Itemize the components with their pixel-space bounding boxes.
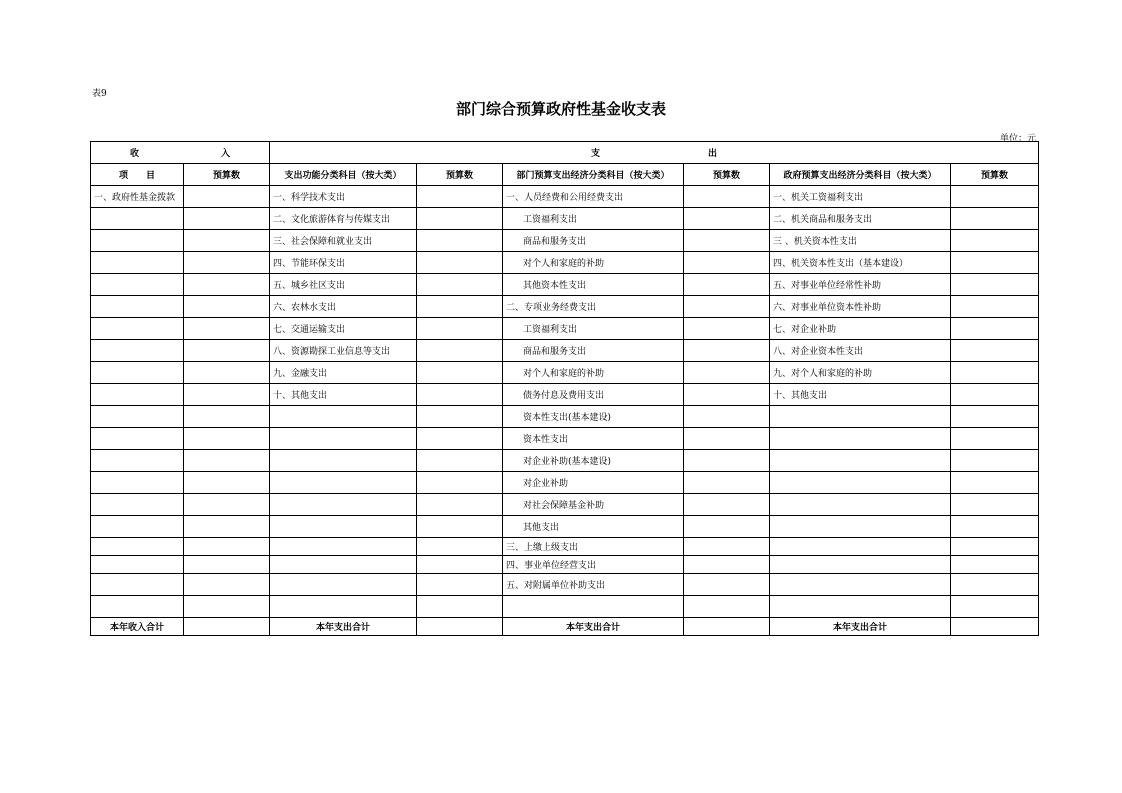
income-item-cell — [91, 516, 184, 538]
col-budget-header: 预算数 — [184, 164, 270, 186]
table-row — [91, 230, 1039, 252]
table-row — [91, 340, 1039, 362]
dept-item-cell: 工资福利支出 — [503, 208, 684, 230]
gov-total-value — [951, 618, 1039, 636]
func-item-cell — [270, 596, 417, 618]
gov-item-cell: 一、机关工资福利支出 — [770, 186, 951, 208]
table-row — [91, 556, 1039, 574]
dept-total-label: 本年支出合计 — [503, 618, 684, 636]
dept-budget-cell — [684, 208, 770, 230]
gov-budget-cell — [951, 450, 1039, 472]
table-row — [91, 472, 1039, 494]
gov-budget-cell — [951, 362, 1039, 384]
dept-item-cell: 三、上缴上级支出 — [503, 538, 684, 556]
dept-item-cell: 商品和服务支出 — [503, 340, 684, 362]
page-title: 部门综合预算政府性基金收支表 — [455, 100, 666, 118]
gov-budget-cell — [951, 186, 1039, 208]
dept-item-cell: 商品和服务支出 — [503, 230, 684, 252]
income-item-cell — [91, 362, 184, 384]
func-item-cell — [270, 538, 417, 556]
col-budget-header: 预算数 — [951, 164, 1039, 186]
dept-budget-cell — [684, 574, 770, 596]
dept-budget-cell — [684, 406, 770, 428]
expense-group-header — [270, 142, 1039, 164]
income-budget-cell — [184, 230, 270, 252]
col-budget-header: 预算数 — [417, 164, 503, 186]
gov-budget-cell — [951, 318, 1039, 340]
func-budget-cell — [417, 406, 503, 428]
table-row — [91, 186, 1039, 208]
income-budget-cell — [184, 340, 270, 362]
gov-item-cell: 四、机关资本性支出（基本建设） — [770, 252, 951, 274]
func-total-value — [417, 618, 503, 636]
table-row — [91, 274, 1039, 296]
gov-budget-cell — [951, 208, 1039, 230]
func-item-cell: 七、交通运输支出 — [270, 318, 417, 340]
income-budget-cell — [184, 516, 270, 538]
func-total-label: 本年支出合计 — [270, 618, 417, 636]
income-budget-cell — [184, 318, 270, 340]
income-item-cell — [91, 252, 184, 274]
income-budget-cell — [184, 274, 270, 296]
func-item-cell — [270, 494, 417, 516]
gov-budget-cell — [951, 230, 1039, 252]
gov-item-cell: 七、对企业补助 — [770, 318, 951, 340]
income-budget-cell — [184, 428, 270, 450]
income-total-label: 本年收入合计 — [91, 618, 184, 636]
gov-budget-cell — [951, 574, 1039, 596]
income-budget-cell — [184, 472, 270, 494]
gov-budget-cell — [951, 428, 1039, 450]
dept-budget-cell — [684, 450, 770, 472]
dept-budget-cell — [684, 318, 770, 340]
income-budget-cell — [184, 362, 270, 384]
func-item-cell — [270, 472, 417, 494]
gov-budget-cell — [951, 274, 1039, 296]
gov-item-cell — [770, 428, 951, 450]
expense-label: 支 — [591, 149, 601, 159]
func-budget-cell — [417, 208, 503, 230]
income-budget-cell — [184, 208, 270, 230]
income-budget-cell — [184, 296, 270, 318]
income-budget-cell — [184, 556, 270, 574]
func-budget-cell — [417, 538, 503, 556]
unit-label: 单位：元 — [999, 134, 1036, 144]
func-item-cell: 八、资源勘探工业信息等支出 — [270, 340, 417, 362]
income-item-cell — [91, 296, 184, 318]
dept-item-cell: 四、事业单位经营支出 — [503, 556, 684, 574]
income-item-cell — [91, 340, 184, 362]
budget-table — [90, 141, 1039, 636]
income-budget-cell — [184, 596, 270, 618]
gov-item-cell — [770, 472, 951, 494]
dept-budget-cell — [684, 472, 770, 494]
gov-budget-cell — [951, 384, 1039, 406]
income-label: 收 — [130, 149, 140, 159]
table-row — [91, 494, 1039, 516]
table-row — [91, 596, 1039, 618]
gov-item-cell: 二、机关商品和服务支出 — [770, 208, 951, 230]
func-budget-cell — [417, 384, 503, 406]
func-item-cell — [270, 428, 417, 450]
income-item-cell — [91, 472, 184, 494]
gov-budget-cell — [951, 556, 1039, 574]
gov-budget-cell — [951, 516, 1039, 538]
income-budget-cell — [184, 574, 270, 596]
dept-budget-cell — [684, 596, 770, 618]
func-item-cell: 二、文化旅游体育与传媒支出 — [270, 208, 417, 230]
dept-item-cell: 工资福利支出 — [503, 318, 684, 340]
dept-total-value — [684, 618, 770, 636]
func-budget-cell — [417, 296, 503, 318]
income-item-cell — [91, 574, 184, 596]
income-item-cell: 一、政府性基金拨款 — [91, 186, 184, 208]
gov-budget-cell — [951, 406, 1039, 428]
total-row — [91, 618, 1039, 636]
gov-budget-cell — [951, 340, 1039, 362]
dept-budget-cell — [684, 428, 770, 450]
gov-item-cell: 九、对个人和家庭的补助 — [770, 362, 951, 384]
dept-budget-cell — [684, 186, 770, 208]
dept-item-cell: 五、对附属单位补助支出 — [503, 574, 684, 596]
func-item-cell: 十、其他支出 — [270, 384, 417, 406]
gov-budget-cell — [951, 494, 1039, 516]
table-row — [91, 296, 1039, 318]
income-budget-cell — [184, 252, 270, 274]
dept-item-cell: 一、人员经费和公用经费支出 — [503, 186, 684, 208]
income-item-cell — [91, 428, 184, 450]
dept-item-cell: 其他支出 — [503, 516, 684, 538]
func-budget-cell — [417, 428, 503, 450]
table-number: 表9 — [92, 89, 107, 99]
table-row — [91, 252, 1039, 274]
func-item-cell: 五、城乡社区支出 — [270, 274, 417, 296]
gov-budget-cell — [951, 296, 1039, 318]
dept-item-cell: 对个人和家庭的补助 — [503, 362, 684, 384]
income-item-cell — [91, 538, 184, 556]
income-label-2: 入 — [220, 149, 230, 159]
col-budget-header: 预算数 — [684, 164, 770, 186]
income-budget-cell — [184, 538, 270, 556]
dept-item-cell: 对企业补助(基本建设) — [503, 450, 684, 472]
dept-budget-cell — [684, 340, 770, 362]
dept-budget-cell — [684, 252, 770, 274]
income-total-value — [184, 618, 270, 636]
func-item-cell — [270, 406, 417, 428]
table-row — [91, 318, 1039, 340]
func-budget-cell — [417, 340, 503, 362]
gov-item-cell: 五、对事业单位经常性补助 — [770, 274, 951, 296]
func-item-cell: 九、金融支出 — [270, 362, 417, 384]
dept-budget-cell — [684, 556, 770, 574]
income-budget-cell — [184, 450, 270, 472]
income-item-cell — [91, 230, 184, 252]
func-budget-cell — [417, 318, 503, 340]
func-budget-cell — [417, 274, 503, 296]
func-budget-cell — [417, 230, 503, 252]
func-budget-cell — [417, 252, 503, 274]
gov-item-cell — [770, 494, 951, 516]
dept-item-cell: 债务付息及费用支出 — [503, 384, 684, 406]
dept-budget-cell — [684, 274, 770, 296]
expense-label-2: 出 — [707, 149, 717, 159]
gov-budget-cell — [951, 472, 1039, 494]
income-item-cell — [91, 274, 184, 296]
table-row — [91, 362, 1039, 384]
dept-budget-cell — [684, 296, 770, 318]
func-budget-cell — [417, 362, 503, 384]
dept-budget-cell — [684, 516, 770, 538]
gov-item-cell: 八、对企业资本性支出 — [770, 340, 951, 362]
income-item-cell — [91, 384, 184, 406]
dept-item-cell: 资本性支出 — [503, 428, 684, 450]
income-item-cell — [91, 406, 184, 428]
func-budget-cell — [417, 494, 503, 516]
income-item-cell — [91, 318, 184, 340]
func-item-cell — [270, 556, 417, 574]
func-item-cell — [270, 574, 417, 596]
income-item-cell — [91, 556, 184, 574]
gov-item-cell — [770, 596, 951, 618]
gov-item-cell — [770, 574, 951, 596]
dept-item-cell: 二、专项业务经费支出 — [503, 296, 684, 318]
gov-item-cell — [770, 538, 951, 556]
func-budget-cell — [417, 516, 503, 538]
table-row — [91, 516, 1039, 538]
gov-item-cell — [770, 516, 951, 538]
gov-item-cell — [770, 406, 951, 428]
income-budget-cell — [184, 186, 270, 208]
income-budget-cell — [184, 406, 270, 428]
dept-budget-cell — [684, 230, 770, 252]
gov-total-label: 本年支出合计 — [770, 618, 951, 636]
func-budget-cell — [417, 556, 503, 574]
dept-budget-cell — [684, 538, 770, 556]
table-row — [91, 384, 1039, 406]
func-budget-cell — [417, 574, 503, 596]
income-item-cell — [91, 596, 184, 618]
func-item-cell: 四、节能环保支出 — [270, 252, 417, 274]
func-budget-cell — [417, 186, 503, 208]
dept-item-cell: 资本性支出(基本建设) — [503, 406, 684, 428]
dept-item-cell: 其他资本性支出 — [503, 274, 684, 296]
income-budget-cell — [184, 384, 270, 406]
func-item-cell: 三、社会保障和就业支出 — [270, 230, 417, 252]
gov-item-cell: 六、对事业单位资本性补助 — [770, 296, 951, 318]
income-group-header — [91, 142, 270, 164]
gov-budget-cell — [951, 596, 1039, 618]
gov-item-cell: 十、其他支出 — [770, 384, 951, 406]
dept-item-cell: 对个人和家庭的补助 — [503, 252, 684, 274]
dept-budget-cell — [684, 362, 770, 384]
col-dept-header: 部门预算支出经济分类科目（按大类） — [503, 164, 684, 186]
dept-budget-cell — [684, 384, 770, 406]
dept-budget-cell — [684, 494, 770, 516]
dept-item-cell — [503, 596, 684, 618]
dept-item-cell: 对企业补助 — [503, 472, 684, 494]
group-header-row — [91, 142, 1039, 164]
column-header-row — [91, 164, 1039, 186]
gov-item-cell: 三 、机关资本性支出 — [770, 230, 951, 252]
table-row — [91, 208, 1039, 230]
dept-item-cell: 对社会保障基金补助 — [503, 494, 684, 516]
table-row — [91, 574, 1039, 596]
func-item-cell — [270, 516, 417, 538]
table-row — [91, 538, 1039, 556]
func-budget-cell — [417, 450, 503, 472]
func-item-cell: 一、科学技术支出 — [270, 186, 417, 208]
income-item-cell — [91, 208, 184, 230]
gov-budget-cell — [951, 252, 1039, 274]
gov-item-cell — [770, 556, 951, 574]
func-budget-cell — [417, 472, 503, 494]
gov-item-cell — [770, 450, 951, 472]
col-item-header: 项 目 — [91, 164, 184, 186]
income-item-cell — [91, 494, 184, 516]
income-budget-cell — [184, 494, 270, 516]
income-item-cell — [91, 450, 184, 472]
func-item-cell — [270, 450, 417, 472]
table-row — [91, 450, 1039, 472]
gov-budget-cell — [951, 538, 1039, 556]
col-func-header: 支出功能分类科目（按大类） — [270, 164, 417, 186]
func-budget-cell — [417, 596, 503, 618]
col-gov-header: 政府预算支出经济分类科目（按大类） — [770, 164, 951, 186]
func-item-cell: 六、农林水支出 — [270, 296, 417, 318]
table-row — [91, 406, 1039, 428]
table-row — [91, 428, 1039, 450]
